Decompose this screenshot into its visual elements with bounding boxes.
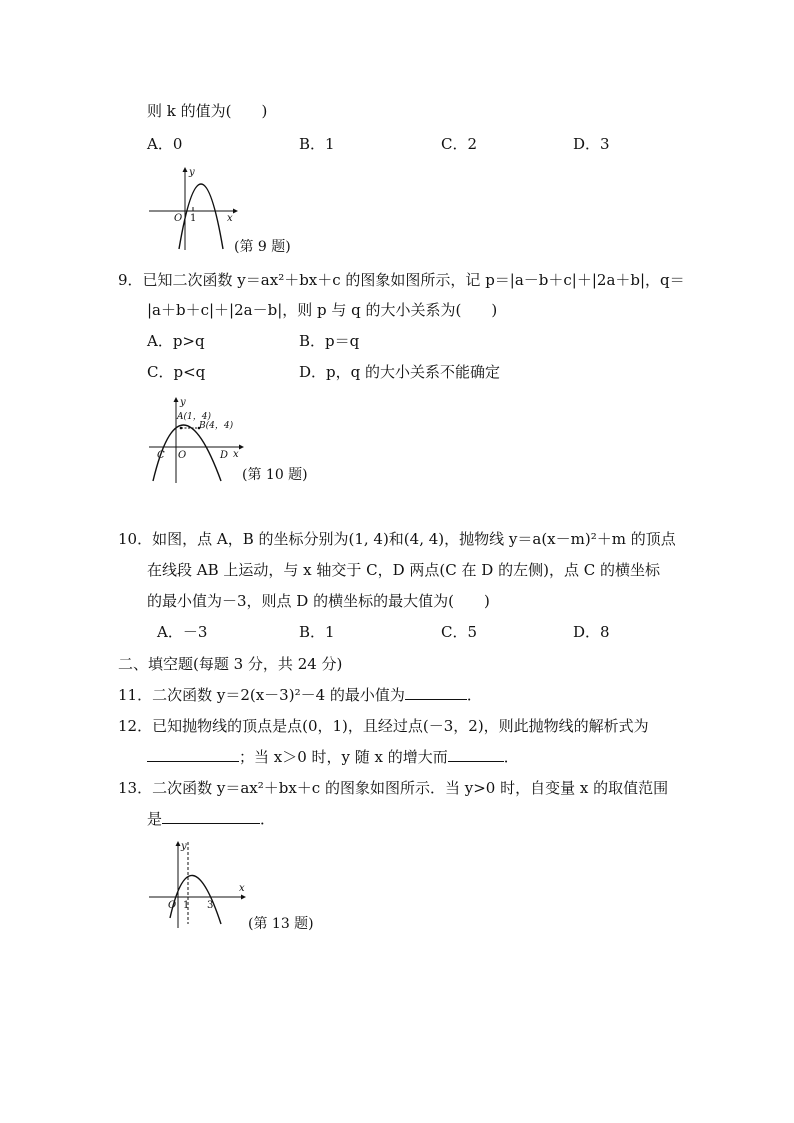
q13-line1: 13．二次函数 y＝ax²＋bx＋c 的图象如图所示．当 y>0 时，自变量 x 的取值范围 [118,779,669,797]
q13-answer-blank[interactable] [162,809,260,824]
figure-q10-caption: (第 10 题) [242,467,308,483]
q10-option-a: A．－3 [157,623,208,641]
label-origin: O [168,900,177,911]
q10-line2: 在线段 AB 上运动，与 x 轴交于 C，D 两点(C 在 D 的左侧)，点 C 的横坐标 [147,561,660,579]
figure-q9-graph [147,164,239,252]
figure-q13-caption: (第 13 题) [248,916,314,932]
y-axis-arrow [176,841,181,846]
label-three: 3 [207,900,214,911]
label-one: 1 [190,213,197,224]
y-axis-arrow [174,397,179,402]
label-d: D [220,450,229,461]
q11-line [118,685,482,705]
q12-line1: 12．已知抛物线的顶点是点(0，1)，且经过点(－3，2)，则此抛物线的解析式为 [118,717,649,735]
label-x: x [227,213,233,224]
q13-line2 [147,809,275,829]
q10-line3: 的最小值为－3，则点 D 的横坐标的最大值为( ) [147,592,490,610]
q9-option-a: A．p>q [147,332,205,350]
label-y: y [180,397,186,408]
q13-start: 是 [147,810,163,828]
label-x: x [239,883,245,894]
q12-line2 [147,747,519,767]
label-origin: O [174,213,183,224]
q10-option-d: D．8 [573,623,610,641]
label-point-b: B(4，4) [199,421,234,431]
parabola [179,184,223,249]
q8-tail-text: 则 k 的值为( ) [147,102,268,120]
q8-option-b: B．1 [299,135,335,153]
label-origin: O [178,450,187,461]
q11-answer-blank[interactable] [405,685,467,700]
q9-option-b: B．p＝q [299,332,360,350]
q12-answer-blank-1[interactable] [147,747,239,762]
x-axis-arrow [241,895,246,900]
q11-end: ． [466,686,482,704]
figure-q13-graph [147,838,251,930]
label-c: C [157,450,165,461]
q8-option-d: D．3 [573,135,610,153]
y-axis-arrow [183,167,188,172]
label-one: 1 [183,900,190,911]
label-y: y [189,167,195,178]
q10-option-b: B．1 [299,623,335,641]
q8-option-c: C．2 [441,135,478,153]
q9-option-c: C．p<q [147,363,206,381]
q9-line1: 9．已知二次函数 y＝ax²＋bx＋c 的图象如图所示，记 p＝|a－b＋c|＋|2a＋b|，q＝ [118,271,685,289]
q12-mid: ；当 x＞0 时，y 随 x 的增大而 [239,748,448,766]
x-axis-arrow [233,209,238,214]
q12-answer-blank-2[interactable] [448,747,504,762]
q9-option-d: D．p，q 的大小关系不能确定 [299,363,500,381]
figure-q10-graph [147,393,247,485]
q13-end: ． [260,810,276,828]
section-2-title: 二、填空题(每题 3 分，共 24 分) [118,655,343,673]
label-point-a: A(1，4) [177,412,211,422]
q11-text: 11．二次函数 y＝2(x－3)²－4 的最小值为 [118,686,405,704]
q10-option-c: C．5 [441,623,478,641]
q9-line2: |a＋b＋c|＋|2a－b|，则 p 与 q 的大小关系为( ) [147,301,498,319]
label-y: y [181,841,187,852]
q12-end: ． [503,748,519,766]
point-a [180,427,183,430]
x-axis-arrow [239,445,244,450]
q10-line1: 10．如图，点 A，B 的坐标分别为(1, 4)和(4, 4)，抛物线 y＝a(x－m)²＋m 的顶点 [118,530,676,548]
label-x: x [233,449,239,460]
q8-option-a: A．0 [147,135,183,153]
figure-q9-caption: (第 9 题) [234,239,291,255]
